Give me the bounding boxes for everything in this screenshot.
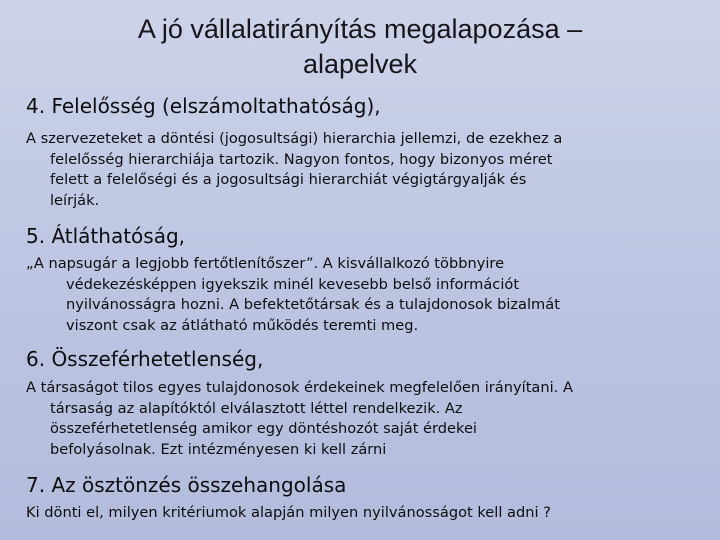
section-heading-conflict-of-interest: 6. Összeférhetetlenség, xyxy=(26,347,264,371)
section-heading-transparency: 5. Átláthatóság, xyxy=(26,224,186,248)
text-line: befolyásolnak. Ezt intézményesen ki kell zárni xyxy=(50,440,387,458)
text-line: védekezésképpen igyekszik minél kevesebb belső információt xyxy=(66,275,520,293)
text-line: Ki dönti el, milyen kritériumok alapján milyen nyilvánosságot kell adni ? xyxy=(26,504,551,521)
text-line: felett a felelőségi és a jogosultsági hierarchiát végigtárgyalják és xyxy=(50,171,527,188)
text-line: összeférhetetlenség amikor egy döntéshozót saját érdekei xyxy=(50,420,477,437)
text-line: „A napsugár a legjobb fertőtlenítőszer”. A kisvállalkozó többnyire xyxy=(26,255,505,272)
text-line: A szervezeteket a döntési (jogosultsági) hierarchia jellemzi, de ezekhez a xyxy=(26,130,563,147)
section-text-conflict-of-interest xyxy=(26,378,706,460)
section-text-transparency xyxy=(26,254,706,336)
text-line: felelősség hierarchiája tartozik. Nagyon fontos, hogy bizonyos méret xyxy=(50,150,553,168)
slide-title-line-1: A jó vállalatirányítás megalapozása – xyxy=(137,14,583,44)
slide-title xyxy=(40,12,680,82)
text-line: viszont csak az átlátható működés teremti meg. xyxy=(66,316,419,334)
section-text-accountability xyxy=(26,129,706,211)
text-line: társaság az alapítóktól elválasztott léttel rendelkezik. Az xyxy=(50,399,463,417)
section-heading-accountability: 4. Felelősség (elszámoltathatóság), xyxy=(26,94,381,118)
section-text-incentive-alignment xyxy=(26,503,706,524)
text-line: leírják. xyxy=(50,191,100,209)
text-line: nyilvánosságra hozni. A befektetőtársak és a tulajdonosok bizalmát xyxy=(66,296,560,313)
section-heading-incentive-alignment: 7. Az ösztönzés összehangolása xyxy=(26,473,347,497)
text-line: A társaságot tilos egyes tulajdonosok érdekeinek megfelelően irányítani. A xyxy=(26,379,573,396)
slide-title-line-2: alapelvek xyxy=(302,49,418,79)
